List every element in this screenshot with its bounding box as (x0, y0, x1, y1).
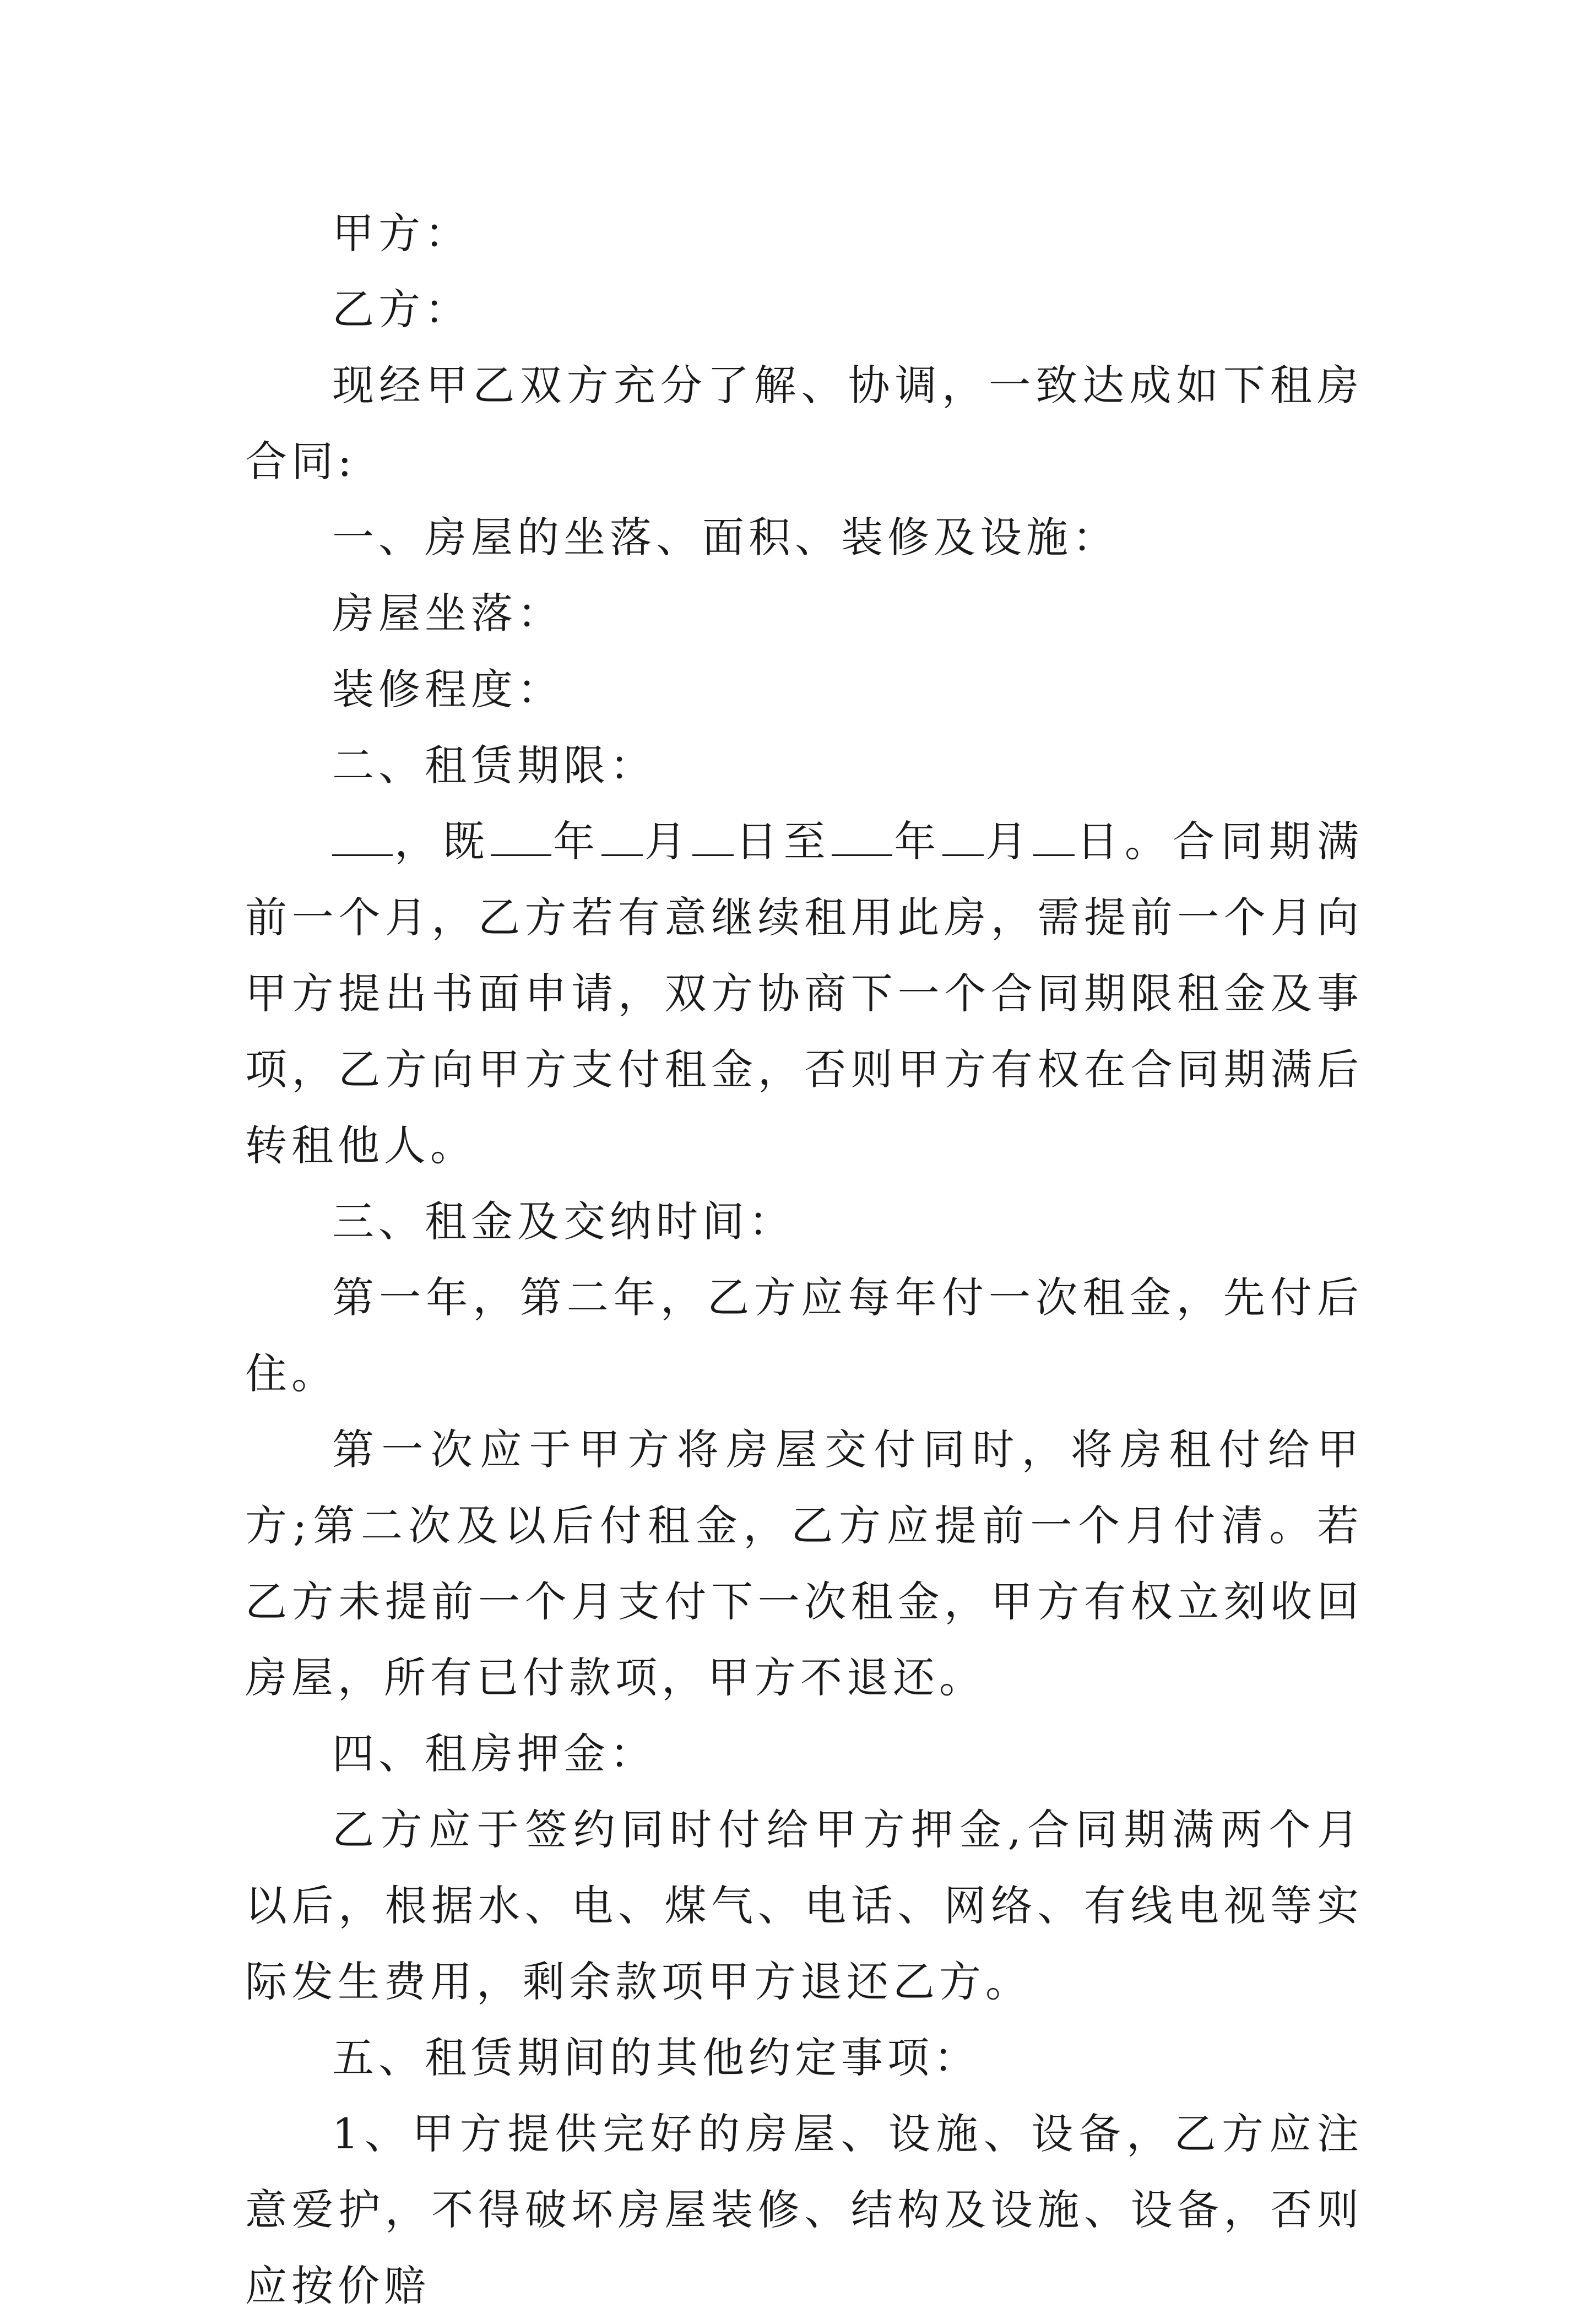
rent-payment-paragraph-2: 第一次应于甲方将房屋交付同时，将房租付给甲方;第二次及以后付租金，乙方应提前一个月付清。若乙方未提前一个月支付下一次租金，甲方有权立刻收回房屋，所有已付款项，甲方不退还。 (245, 1425, 1363, 1702)
section-3-heading: 三、租金及交纳时间： (332, 1197, 795, 1246)
end-day-blank (1033, 816, 1075, 856)
end-month-blank (942, 816, 984, 856)
start-day-to-label: 日至 (734, 817, 832, 866)
party-a-line: 甲方： (332, 209, 471, 258)
end-year-label: 年 (892, 817, 942, 866)
section-5-item-1: 1、甲方提供完好的房屋、设施、设备，乙方应注意爱护，不得破坏房屋装修、结构及设施、设备，否则应按价赔 (245, 2109, 1363, 2310)
decoration-level-line: 装修程度： (332, 665, 563, 714)
section-2-heading: 二、租赁期限： (332, 741, 656, 790)
end-month-label: 月 (983, 817, 1034, 866)
start-month-label: 月 (642, 817, 693, 866)
start-day-blank (692, 816, 734, 856)
lease-term-paragraph (245, 804, 1363, 1184)
start-month-blank (601, 816, 643, 856)
term-rest-text: 日。合同期满前一个月，乙方若有意继续租用此房，需提前一个月向甲方提出书面申请，双方协商下一个合同期限租金及事项，乙方向甲方支付租金，否则甲方有权在合同期满后转租他人。 (245, 817, 1364, 1170)
end-year-blank (832, 816, 892, 856)
term-sep: ，既 (393, 817, 491, 866)
contract-body (245, 196, 1363, 2324)
section-5-heading: 五、租赁期间的其他约定事项： (332, 2033, 980, 2082)
section-1-heading: 一、房屋的坐落、面积、装修及设施： (332, 513, 1119, 562)
rent-payment-paragraph-1: 第一年，第二年，乙方应每年付一次租金，先付后住。 (245, 1273, 1363, 1398)
intro-paragraph: 现经甲乙双方充分了解、协调，一致达成如下租房合同: (245, 361, 1363, 486)
start-year-label: 年 (551, 817, 601, 866)
section-4-heading: 四、租房押金： (332, 1729, 656, 1778)
house-location-line: 房屋坐落： (332, 589, 563, 638)
start-year-blank (491, 816, 551, 856)
deposit-paragraph: 乙方应于签约同时付给甲方押金,合同期满两个月以后，根据水、电、煤气、电话、网络、有线电视等实际发生费用，剩余款项甲方退还乙方。 (245, 1805, 1363, 2006)
term-blank (332, 816, 393, 856)
party-b-line: 乙方： (332, 285, 471, 334)
